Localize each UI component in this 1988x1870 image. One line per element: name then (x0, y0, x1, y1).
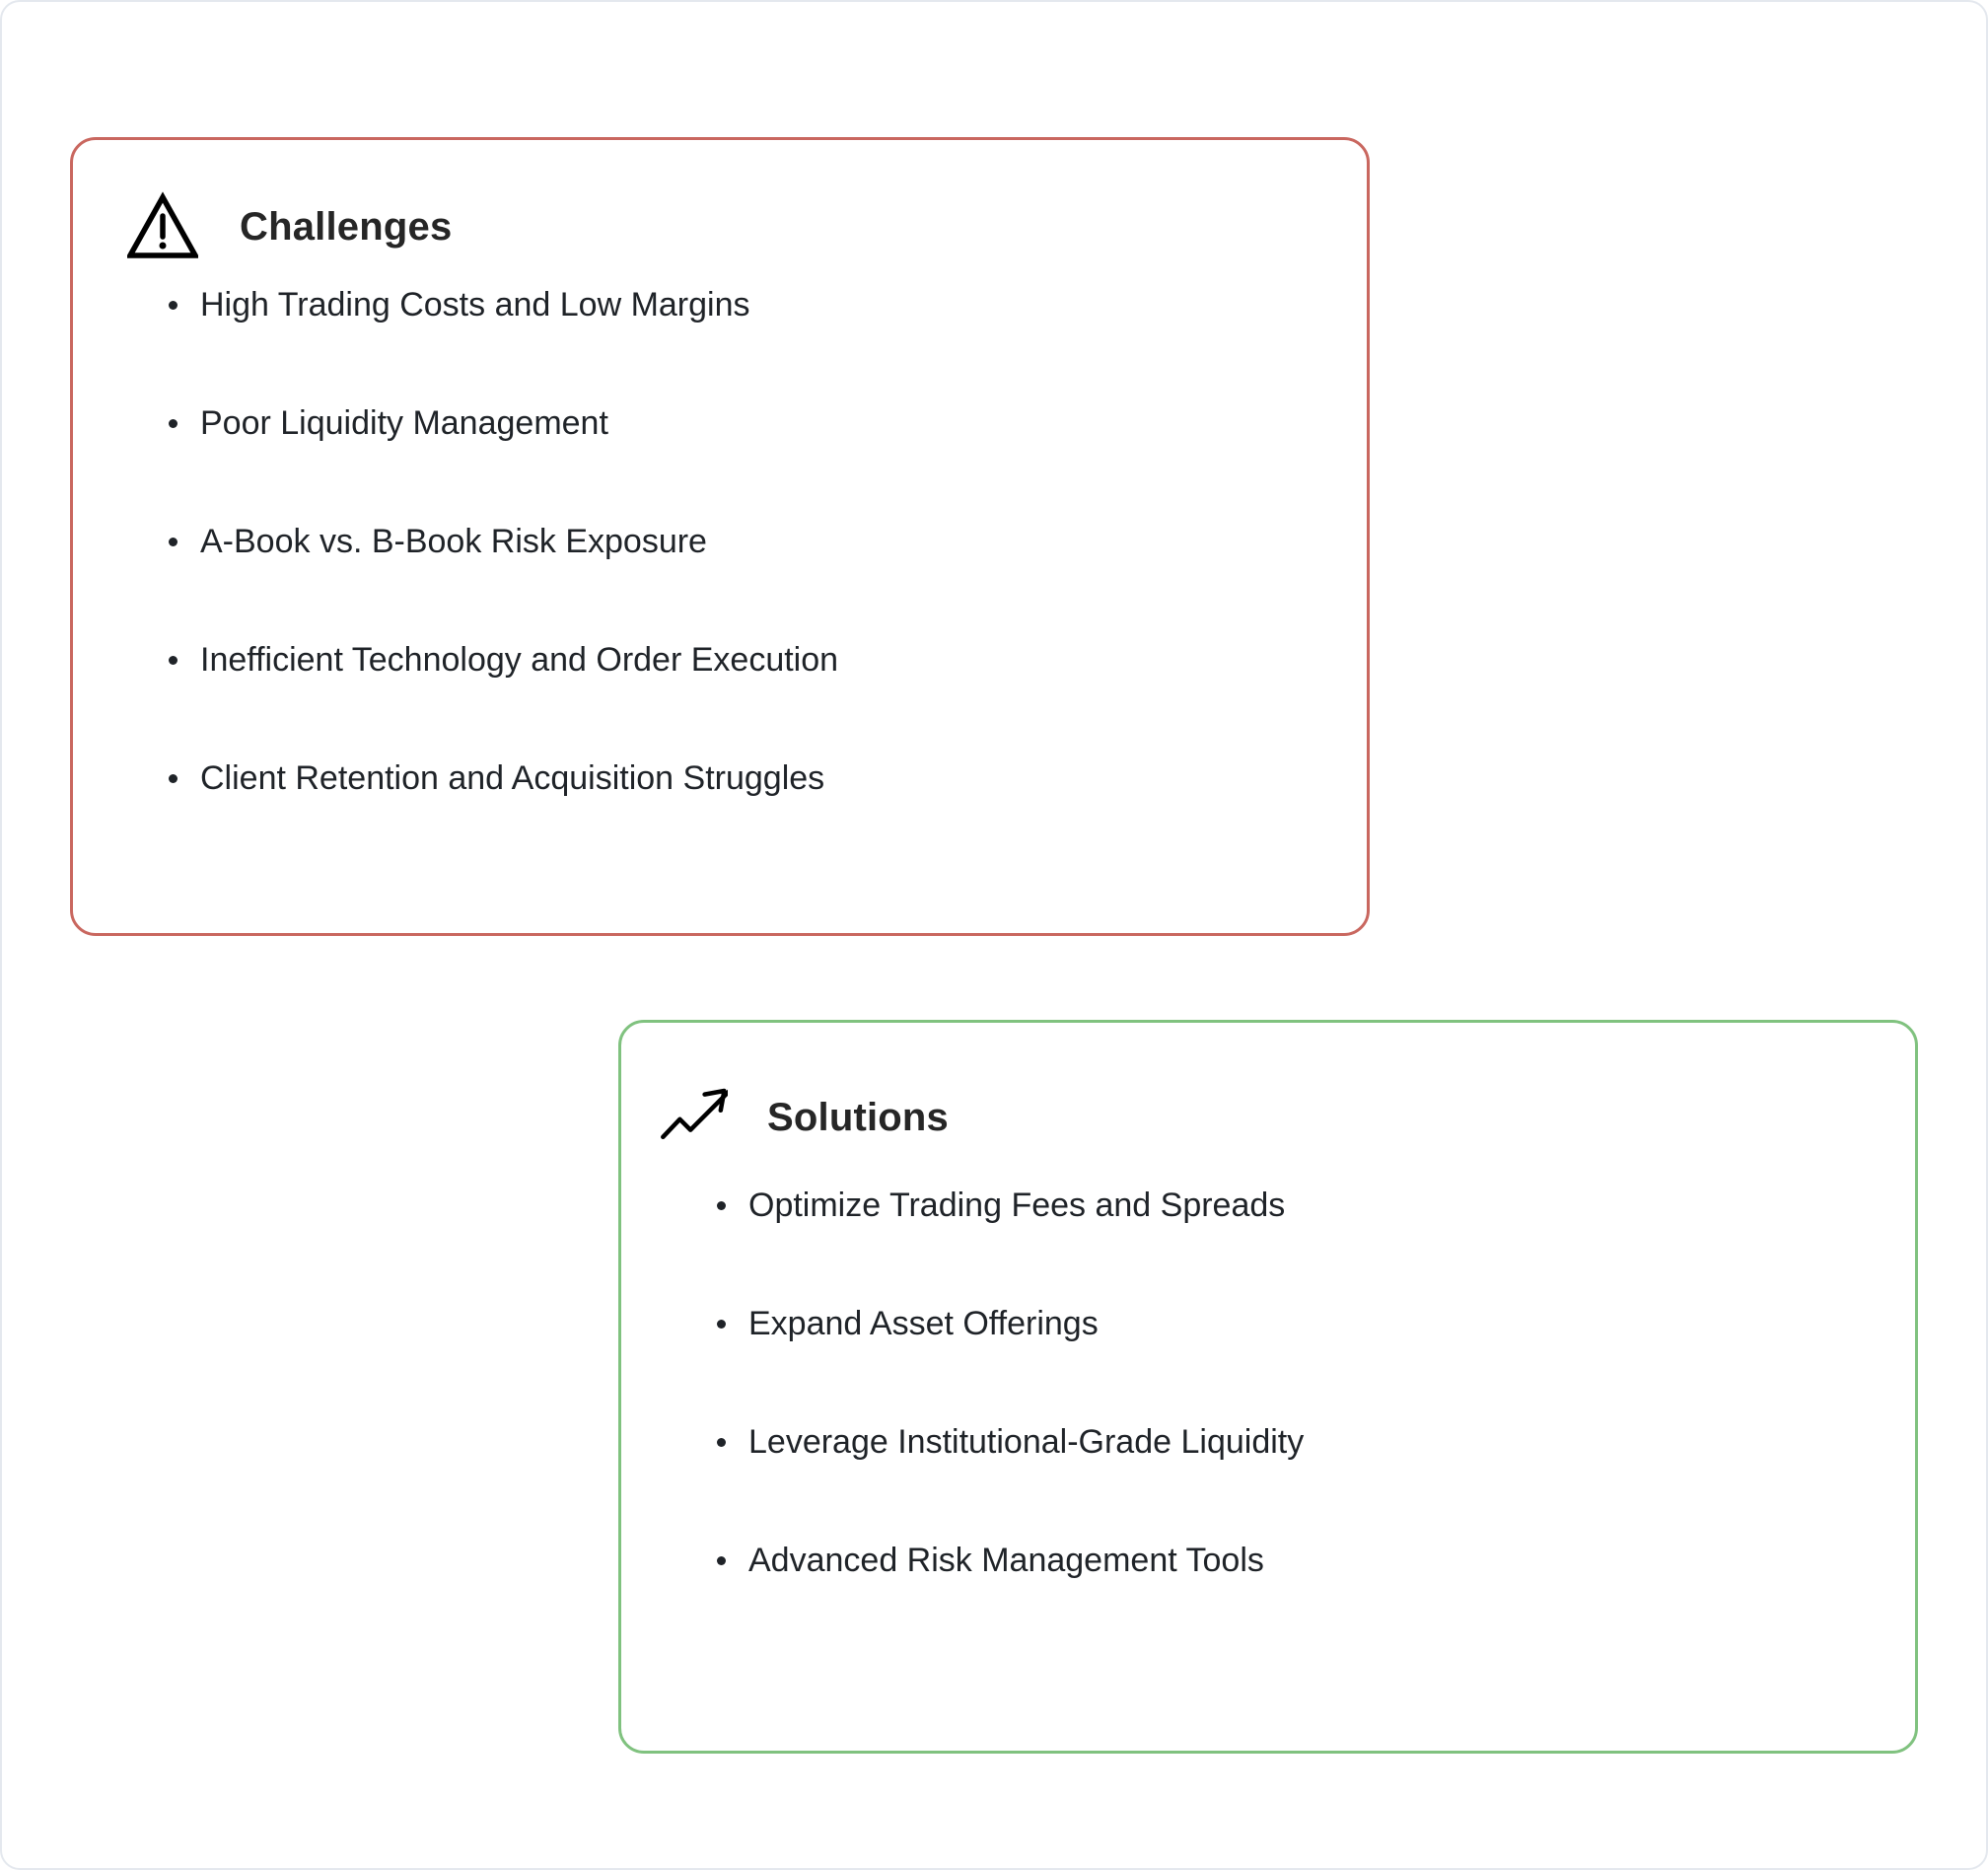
solution-item (717, 1544, 1304, 1662)
challenges-header (127, 191, 452, 262)
challenge-item (169, 406, 838, 525)
solution-item (717, 1188, 1304, 1307)
challenge-item (169, 288, 838, 406)
solutions-card (618, 1020, 1918, 1754)
challenge-item-label: High Trading Costs and Low Margins (200, 286, 750, 324)
solution-item-label: Leverage Institutional-Grade Liquidity (748, 1423, 1305, 1461)
bullet-dot (717, 1438, 726, 1447)
solutions-title: Solutions (767, 1095, 950, 1139)
solution-item-label: Advanced Risk Management Tools (748, 1542, 1264, 1579)
bullet-dot (169, 656, 178, 665)
trending-up-icon (657, 1082, 728, 1153)
warning-triangle-icon (127, 191, 198, 262)
bullet-dot (717, 1201, 726, 1210)
solution-item-label: Optimize Trading Fees and Spreads (748, 1187, 1286, 1224)
challenge-item (169, 643, 838, 761)
bullet-dot (717, 1320, 726, 1329)
challenges-card (70, 137, 1370, 936)
bullet-dot (717, 1556, 726, 1565)
bullet-dot (169, 538, 178, 546)
challenge-item-label: Client Retention and Acquisition Struggles (200, 759, 825, 797)
challenges-list (169, 286, 839, 1024)
solutions-list (717, 1187, 1305, 1717)
bullet-dot (169, 419, 178, 428)
challenge-item-label: Inefficient Technology and Order Execution (200, 641, 839, 679)
challenge-item (169, 525, 838, 643)
solution-item (717, 1425, 1304, 1544)
challenge-item-label: Poor Liquidity Management (200, 404, 608, 442)
challenges-title: Challenges (240, 204, 453, 249)
solution-item-label: Expand Asset Offerings (748, 1305, 1099, 1342)
solution-item (717, 1307, 1304, 1425)
challenge-item (169, 761, 838, 880)
bullet-dot (169, 301, 178, 310)
solutions-header (657, 1082, 949, 1153)
bullet-dot (169, 774, 178, 783)
challenge-item-label: A-Book vs. B-Book Risk Exposure (200, 523, 707, 560)
